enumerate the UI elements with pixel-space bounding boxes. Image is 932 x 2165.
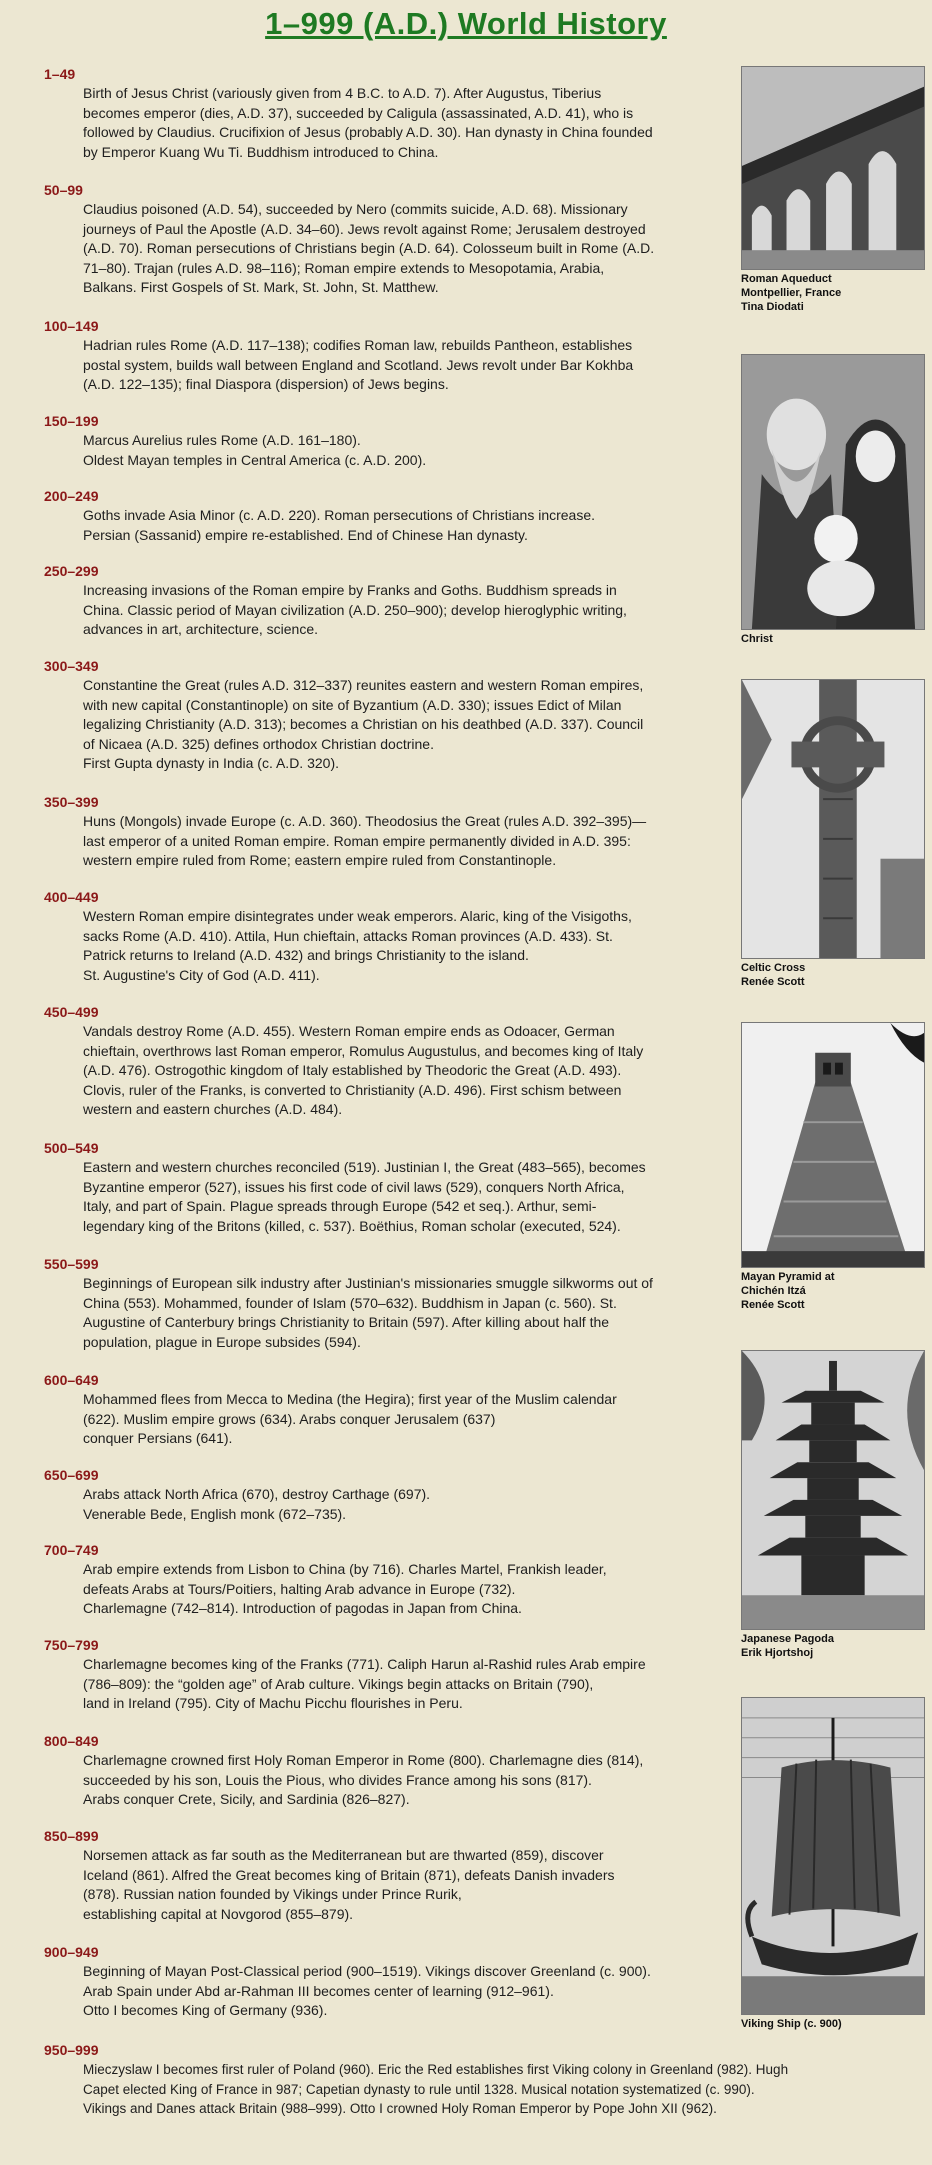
text-line: Mohammed flees from Mecca to Medina (the Hegira); first year of the Muslim calendar — [83, 1391, 617, 1407]
period-100-149 — [44, 318, 633, 395]
text-line: last emperor of a united Roman empire. Roman empire permanently divided in A.D. 395: — [83, 832, 631, 849]
text-line: Arab empire extends from Lisbon to China (by 716). Charles Martel, Frankish leader, — [83, 1561, 607, 1577]
caption-line: Chichén Itzá — [741, 1285, 806, 1297]
period-750-799 — [44, 1637, 646, 1714]
period-900-949 — [44, 1944, 651, 2021]
text-line: Arab Spain under Abd ar-Rahman III becomes center of learning (912–961). — [83, 1982, 554, 1999]
text-line: (A.D. 476). Ostrogothic kingdom of Italy established by Theodoric the Great (A.D. 493). — [83, 1062, 622, 1078]
text-line: Vikings and Danes attack Britain (988–999). Otto I crowned Holy Roman Emperor by Pope John XII (962). — [83, 2101, 717, 2116]
text-line: Claudius poisoned (A.D. 54), succeeded by Nero (commits suicide, A.D. 68). Missionary — [83, 201, 628, 217]
text-line: First Gupta dynasty in India (c. A.D. 320). — [83, 755, 339, 771]
text-line: advances in art, architecture, science. — [83, 621, 319, 637]
figure-caption — [741, 272, 925, 314]
caption-line: Japanese Pagoda — [741, 1633, 834, 1645]
text-line: sacks Rome (A.D. 410). Attila, Hun chieftain, attacks Roman provinces (A.D. 433). St. — [83, 927, 613, 944]
period-400-449 — [44, 889, 632, 985]
period-700-749 — [44, 1542, 607, 1619]
figure-japanese-pagoda — [741, 1350, 925, 1660]
period-label: 500–549 — [44, 1140, 99, 1156]
caption-line: Renée Scott — [741, 1299, 805, 1311]
period-300-349 — [44, 658, 643, 774]
period-text — [83, 200, 654, 298]
text-line: journeys of Paul the Apostle (A.D. 34–60). Jews revolt against Rome; Jerusalem destroyed — [83, 220, 646, 237]
period-950-999 — [44, 2042, 788, 2119]
period-200-249 — [44, 488, 595, 545]
period-label: 450–499 — [44, 1004, 99, 1020]
page-title: 1–999 (A.D.) World History — [265, 6, 667, 41]
text-line: St. Augustine's City of God (A.D. 411). — [83, 966, 320, 983]
text-line: (878). Russian nation founded by Vikings under Prince Rurik, — [83, 1886, 462, 1902]
figure-viking-ship — [741, 1697, 925, 2031]
period-label: 150–199 — [44, 413, 99, 429]
period-text — [83, 506, 595, 545]
period-label: 200–249 — [44, 488, 99, 504]
text-line: China. Classic period of Mayan civilization (A.D. 250–900); develop hieroglyphic writing, — [83, 601, 627, 618]
figure-caption — [741, 961, 925, 989]
text-line: Persian (Sassanid) empire re-established. End of Chinese Han dynasty. — [83, 526, 528, 543]
period-850-899 — [44, 1828, 615, 1924]
text-line: Charlemagne (742–814). Introduction of pagodas in Japan from China. — [83, 1600, 522, 1616]
text-line: becomes emperor (dies, A.D. 37), succeeded by Caligula (assassinated, A.D. 41), who is — [83, 104, 634, 121]
period-text — [83, 84, 653, 162]
period-150-199 — [44, 413, 426, 470]
text-line: population, plague in Europe subsides (594). — [83, 1333, 361, 1350]
text-line: Venerable Bede, English monk (672–735). — [83, 1505, 347, 1522]
caption-line: Christ — [741, 633, 773, 645]
caption-line: Tina Diodati — [741, 301, 804, 313]
text-line: (A.D. 70). Roman persecutions of Christians begin (A.D. 64). Colosseum built in Rome (A.D. — [83, 240, 655, 256]
text-line: Charlemagne crowned first Holy Roman Emperor in Rome (800). Charlemagne dies (814), — [83, 1752, 644, 1768]
period-label: 650–699 — [44, 1467, 99, 1483]
period-text — [83, 907, 632, 985]
period-label: 800–849 — [44, 1733, 99, 1749]
period-text — [83, 431, 426, 470]
text-line: Clovis, ruler of the Franks, is converted to Christianity (A.D. 496). First schism between — [83, 1081, 622, 1098]
text-line: Charlemagne becomes king of the Franks (771). Caliph Harun al-Rashid rules Arab empire — [83, 1656, 646, 1672]
text-line: Marcus Aurelius rules Rome (A.D. 161–180). — [83, 432, 361, 448]
period-label: 300–349 — [44, 658, 99, 674]
caption-line: Viking Ship (c. 900) — [741, 2018, 842, 2030]
period-text — [83, 1751, 643, 1810]
celtic-cross-photo — [741, 679, 925, 959]
period-label: 1–49 — [44, 66, 76, 82]
text-line: by Emperor Kuang Wu Ti. Buddhism introduced to China. — [83, 143, 439, 160]
text-line: Constantine the Great (rules A.D. 312–337) reunites eastern and western Roman empires, — [83, 677, 644, 693]
figure-caption — [741, 1632, 925, 1660]
period-text — [83, 1274, 653, 1352]
period-450-499 — [44, 1004, 643, 1120]
period-text — [83, 581, 627, 640]
text-line: conquer Persians (641). — [83, 1430, 233, 1446]
text-line: Birth of Jesus Christ (variously given from 4 B.C. to A.D. 7). After Augustus, Tiberius — [83, 85, 602, 101]
period-1-49 — [44, 66, 653, 162]
period-text — [83, 1846, 615, 1924]
period-text — [83, 812, 646, 871]
text-line: Beginnings of European silk industry after Justinian's missionaries smuggle silkworms out of — [83, 1275, 653, 1291]
text-line: Norsemen attack as far south as the Mediterranean but are thwarted (859), discover — [83, 1847, 604, 1863]
text-line: succeeded by his son, Louis the Pious, who divides France among his sons (817). — [83, 1771, 592, 1788]
text-line: Otto I becomes King of Germany (936). — [83, 2002, 328, 2018]
period-text — [83, 676, 643, 774]
period-text — [83, 336, 633, 395]
text-line: (622). Muslim empire grows (634). Arabs conquer Jerusalem (637) — [83, 1410, 496, 1427]
roman-aqueduct-photo — [741, 66, 925, 270]
figure-caption — [741, 632, 925, 646]
text-line: Capet elected King of France in 987; Capetian dynasty to rule until 1328. Musical notation systematized (c. 990). — [83, 2081, 755, 2097]
period-text — [83, 1158, 646, 1236]
period-text — [83, 1390, 617, 1449]
figure-celtic-cross — [741, 679, 925, 989]
text-line: legendary king of the Britons (killed, c. 537). Boëthius, Roman scholar (executed, 524). — [83, 1217, 621, 1234]
figure-caption — [741, 1270, 925, 1312]
text-line: Beginning of Mayan Post-Classical period (900–1519). Vikings discover Greenland (c. 900). — [83, 1963, 651, 1979]
text-line: Augustine of Canterbury brings Christianity to Britain (597). After killing about half the — [83, 1314, 610, 1330]
period-text — [83, 2060, 788, 2119]
text-line: with new capital (Constantinople) on site of Byzantium (A.D. 330); issues Edict of Milan — [83, 696, 622, 713]
period-text — [83, 1485, 430, 1524]
period-50-99 — [44, 182, 654, 298]
period-350-399 — [44, 794, 646, 871]
period-label: 600–649 — [44, 1372, 99, 1388]
text-line: Eastern and western churches reconciled (519). Justinian I, the Great (483–565), becomes — [83, 1159, 646, 1175]
text-line: Arabs attack North Africa (670), destroy Carthage (697). — [83, 1486, 431, 1502]
christ-photo — [741, 354, 925, 630]
text-line: Italy, and part of Spain. Plague spreads through Europe (542 et seq.). Arthur, semi- — [83, 1198, 597, 1214]
figure-roman-aqueduct — [741, 66, 925, 314]
period-label: 400–449 — [44, 889, 99, 905]
text-line: Mieczyslaw I becomes first ruler of Poland (960). Eric the Red establishes first Viking colony in Greenland (982). Hugh — [83, 2062, 789, 2077]
period-800-849 — [44, 1733, 643, 1810]
viking-ship-photo — [741, 1697, 925, 2015]
period-label: 750–799 — [44, 1637, 99, 1653]
caption-line: Mayan Pyramid at — [741, 1271, 835, 1283]
text-line: Balkans. First Gospels of St. Mark, St. John, St. Matthew. — [83, 279, 439, 295]
caption-line: Montpellier, France — [741, 287, 842, 299]
period-text — [83, 1560, 607, 1619]
caption-line: Celtic Cross — [741, 962, 806, 974]
text-line: Iceland (861). Alfred the Great becomes king of Britain (871), defeats Danish invaders — [83, 1866, 615, 1883]
mayan-pyramid-photo — [741, 1022, 925, 1268]
text-line: legalizing Christianity (A.D. 313); becomes a Christian on his deathbed (A.D. 337). Council — [83, 716, 644, 732]
japanese-pagoda-photo — [741, 1350, 925, 1630]
period-label: 250–299 — [44, 563, 99, 579]
text-line: chieftain, overthrows last Roman emperor, Romulus Augustulus, and becomes king of Italy — [83, 1042, 644, 1059]
text-line: China (553). Mohammed, founder of Islam (570–632). Buddhism in Japan (c. 560). St. — [83, 1294, 617, 1311]
text-line: 71–80). Trajan (rules A.D. 98–116); Roman empire extends to Mesopotamia, Arabia, — [83, 259, 605, 276]
text-line: Patrick returns to Ireland (A.D. 432) and brings Christianity to the island. — [83, 947, 529, 963]
period-label: 350–399 — [44, 794, 99, 810]
text-line: of Nicaea (A.D. 325) defines orthodox Christian doctrine. — [83, 735, 434, 752]
period-text — [83, 1962, 651, 2021]
caption-line: Erik Hjortshoj — [741, 1647, 814, 1659]
period-label: 550–599 — [44, 1256, 99, 1272]
text-line: (A.D. 122–135); final Diaspora (dispersion) of Jews begins. — [83, 376, 449, 392]
period-label: 50–99 — [44, 182, 83, 198]
text-line: Oldest Mayan temples in Central America (c. A.D. 200). — [83, 451, 427, 468]
period-label: 100–149 — [44, 318, 99, 334]
text-line: Hadrian rules Rome (A.D. 117–138); codifies Roman law, rebuilds Pantheon, establishes — [83, 337, 633, 353]
caption-line: Roman Aqueduct — [741, 273, 832, 285]
text-line: (786–809): the “golden age” of Arab culture. Vikings begin attacks on Britain (790), — [83, 1675, 594, 1692]
text-line: followed by Claudius. Crucifixion of Jesus (probably A.D. 30). Han dynasty in China founded — [83, 124, 653, 140]
text-line: defeats Arabs at Tours/Poitiers, halting Arab advance in Europe (732). — [83, 1580, 516, 1597]
text-line: Goths invade Asia Minor (c. A.D. 220). Roman persecutions of Christians increase. — [83, 507, 596, 523]
figure-christ — [741, 354, 925, 646]
period-label: 900–949 — [44, 1944, 99, 1960]
period-label: 700–749 — [44, 1542, 99, 1558]
text-line: Huns (Mongols) invade Europe (c. A.D. 360). Theodosius the Great (rules A.D. 392–395)— — [83, 813, 647, 829]
period-label: 850–899 — [44, 1828, 99, 1844]
period-600-649 — [44, 1372, 617, 1449]
text-line: Increasing invasions of the Roman empire by Franks and Goths. Buddhism spreads in — [83, 582, 617, 598]
text-line: Western Roman empire disintegrates under weak emperors. Alaric, king of the Visigoths, — [83, 908, 632, 924]
text-line: western empire ruled from Rome; eastern empire ruled from Constantinople. — [83, 852, 557, 868]
figure-caption — [741, 2017, 925, 2031]
period-250-299 — [44, 563, 627, 640]
period-label: 950–999 — [44, 2042, 99, 2058]
text-line: postal system, builds wall between England and Scotland. Jews revolt under Bar Kokhba — [83, 356, 634, 373]
text-line: western and eastern churches (A.D. 484). — [83, 1101, 343, 1117]
text-line: Vandals destroy Rome (A.D. 455). Western Roman empire ends as Odoacer, German — [83, 1023, 615, 1039]
text-line: establishing capital at Novgorod (855–879). — [83, 1905, 354, 1922]
text-line: Byzantine emperor (527), issues his first code of civil laws (529), conquers North Africa, — [83, 1178, 625, 1195]
period-text — [83, 1655, 646, 1714]
period-500-549 — [44, 1140, 646, 1236]
period-550-599 — [44, 1256, 653, 1352]
figure-mayan-pyramid — [741, 1022, 925, 1312]
text-line: Arabs conquer Crete, Sicily, and Sardinia (826–827). — [83, 1791, 410, 1807]
text-line: land in Ireland (795). City of Machu Picchu flourishes in Peru. — [83, 1695, 463, 1711]
caption-line: Renée Scott — [741, 976, 805, 988]
period-text — [83, 1022, 643, 1120]
period-650-699 — [44, 1467, 430, 1524]
